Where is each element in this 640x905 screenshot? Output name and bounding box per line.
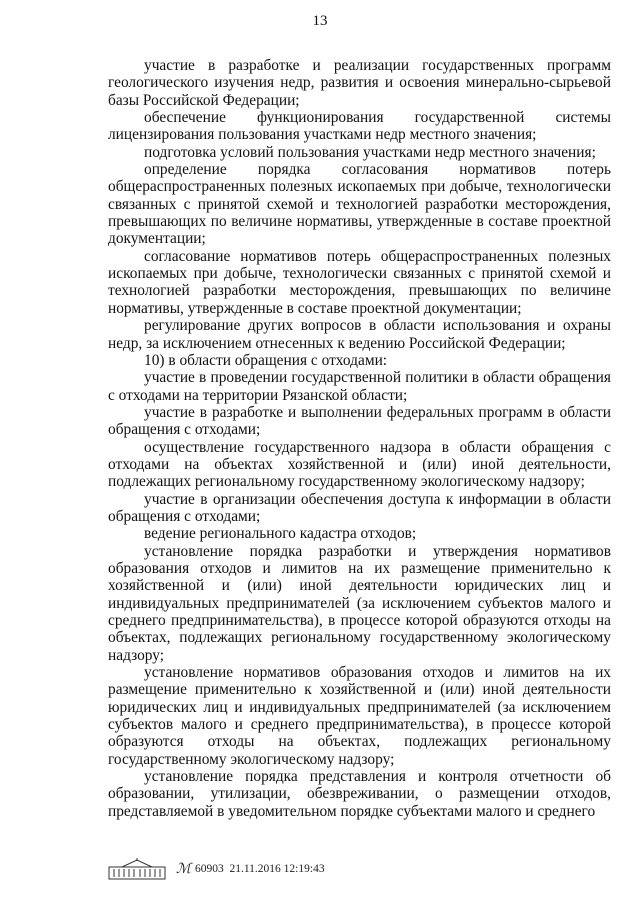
paragraph: установление порядка представления и контроля отчетности об образовании, утилизации, обезвреживании, о размещении отходов, представляемой в уведомительном порядке субъектами малого и среднего <box>108 768 611 820</box>
paragraph: участие в проведении государственной политики в области обращения с отходами на территории Рязанской области; <box>108 369 611 404</box>
paragraph: участие в разработке и реализации государственных программ геологического изучения недр, развития и освоения минерально-сырьевой базы Российской Федерации; <box>108 57 611 109</box>
government-building-stamp-icon <box>108 858 166 880</box>
paragraph: согласование нормативов потерь общераспространенных полезных ископаемых при добыче, технологически связанных с принятой схемой и технологией разработки месторождения, превышающих по величине нормативы, утвержденные в составе проектной документации; <box>108 247 611 317</box>
paragraph: участие в организации обеспечения доступа к информации в области обращения с отходами; <box>108 490 611 525</box>
paragraph: осуществление государственного надзора в области обращения с отходами на объектах хозяйственной и (или) иной деятельности, подлежащих региональному государственному экологическому надзору; <box>108 438 611 491</box>
paragraph: ведение регионального кадастра отходов; <box>144 525 417 543</box>
footer-mark: ℳ <box>176 861 191 877</box>
paragraph: 10) в области обращения с отходами: <box>144 351 388 369</box>
document-id: 60903 <box>194 863 224 875</box>
paragraph: подготовка условий пользования участками недр местного значения; <box>144 143 596 161</box>
paragraph: установление порядка разработки и утверждения нормативов образования отходов и лимитов на их размещение применительно к хозяйственной и (или) иной деятельности юридических лиц и индивидуальных предпринимателей (за исключением субъектов малого и среднего предпринимательства), в процессе которой образуются отходы на объектах, подлежащих региональному государственному экологическому надзору; <box>108 542 611 664</box>
paragraph: определение порядка согласования нормативов потерь общераспространенных полезных ископаемых при добыче, технологически связанных с принятой схемой и технологией разработки месторождения, превышающих по величине нормативы, утвержденные в составе проектной документации; <box>108 161 611 248</box>
document-timestamp: 21.11.2016 12:19:43 <box>229 863 325 875</box>
page-number: 13 <box>312 13 328 29</box>
paragraph: участие в разработке и выполнении федеральных программ в области обращения с отходами; <box>108 403 611 439</box>
document-body <box>108 57 611 820</box>
paragraph: обеспечение функционирования государственной системы лицензирования пользования участками недр местного значения; <box>108 109 611 144</box>
paragraph: установление нормативов образования отходов и лимитов на их размещение применительно к хозяйственной и (или) иной деятельности юридических лиц и индивидуальных предпринимателей (за исключением субъектов малого и среднего предпринимательства), в процессе которой образуются отходы на объектах, подлежащих региональному государственному экологическому надзору; <box>108 664 611 768</box>
paragraph: регулирование других вопросов в области использования и охраны недр, за исключением отнесенных к ведению Российской Федерации; <box>108 317 611 352</box>
document-footer <box>108 857 325 881</box>
